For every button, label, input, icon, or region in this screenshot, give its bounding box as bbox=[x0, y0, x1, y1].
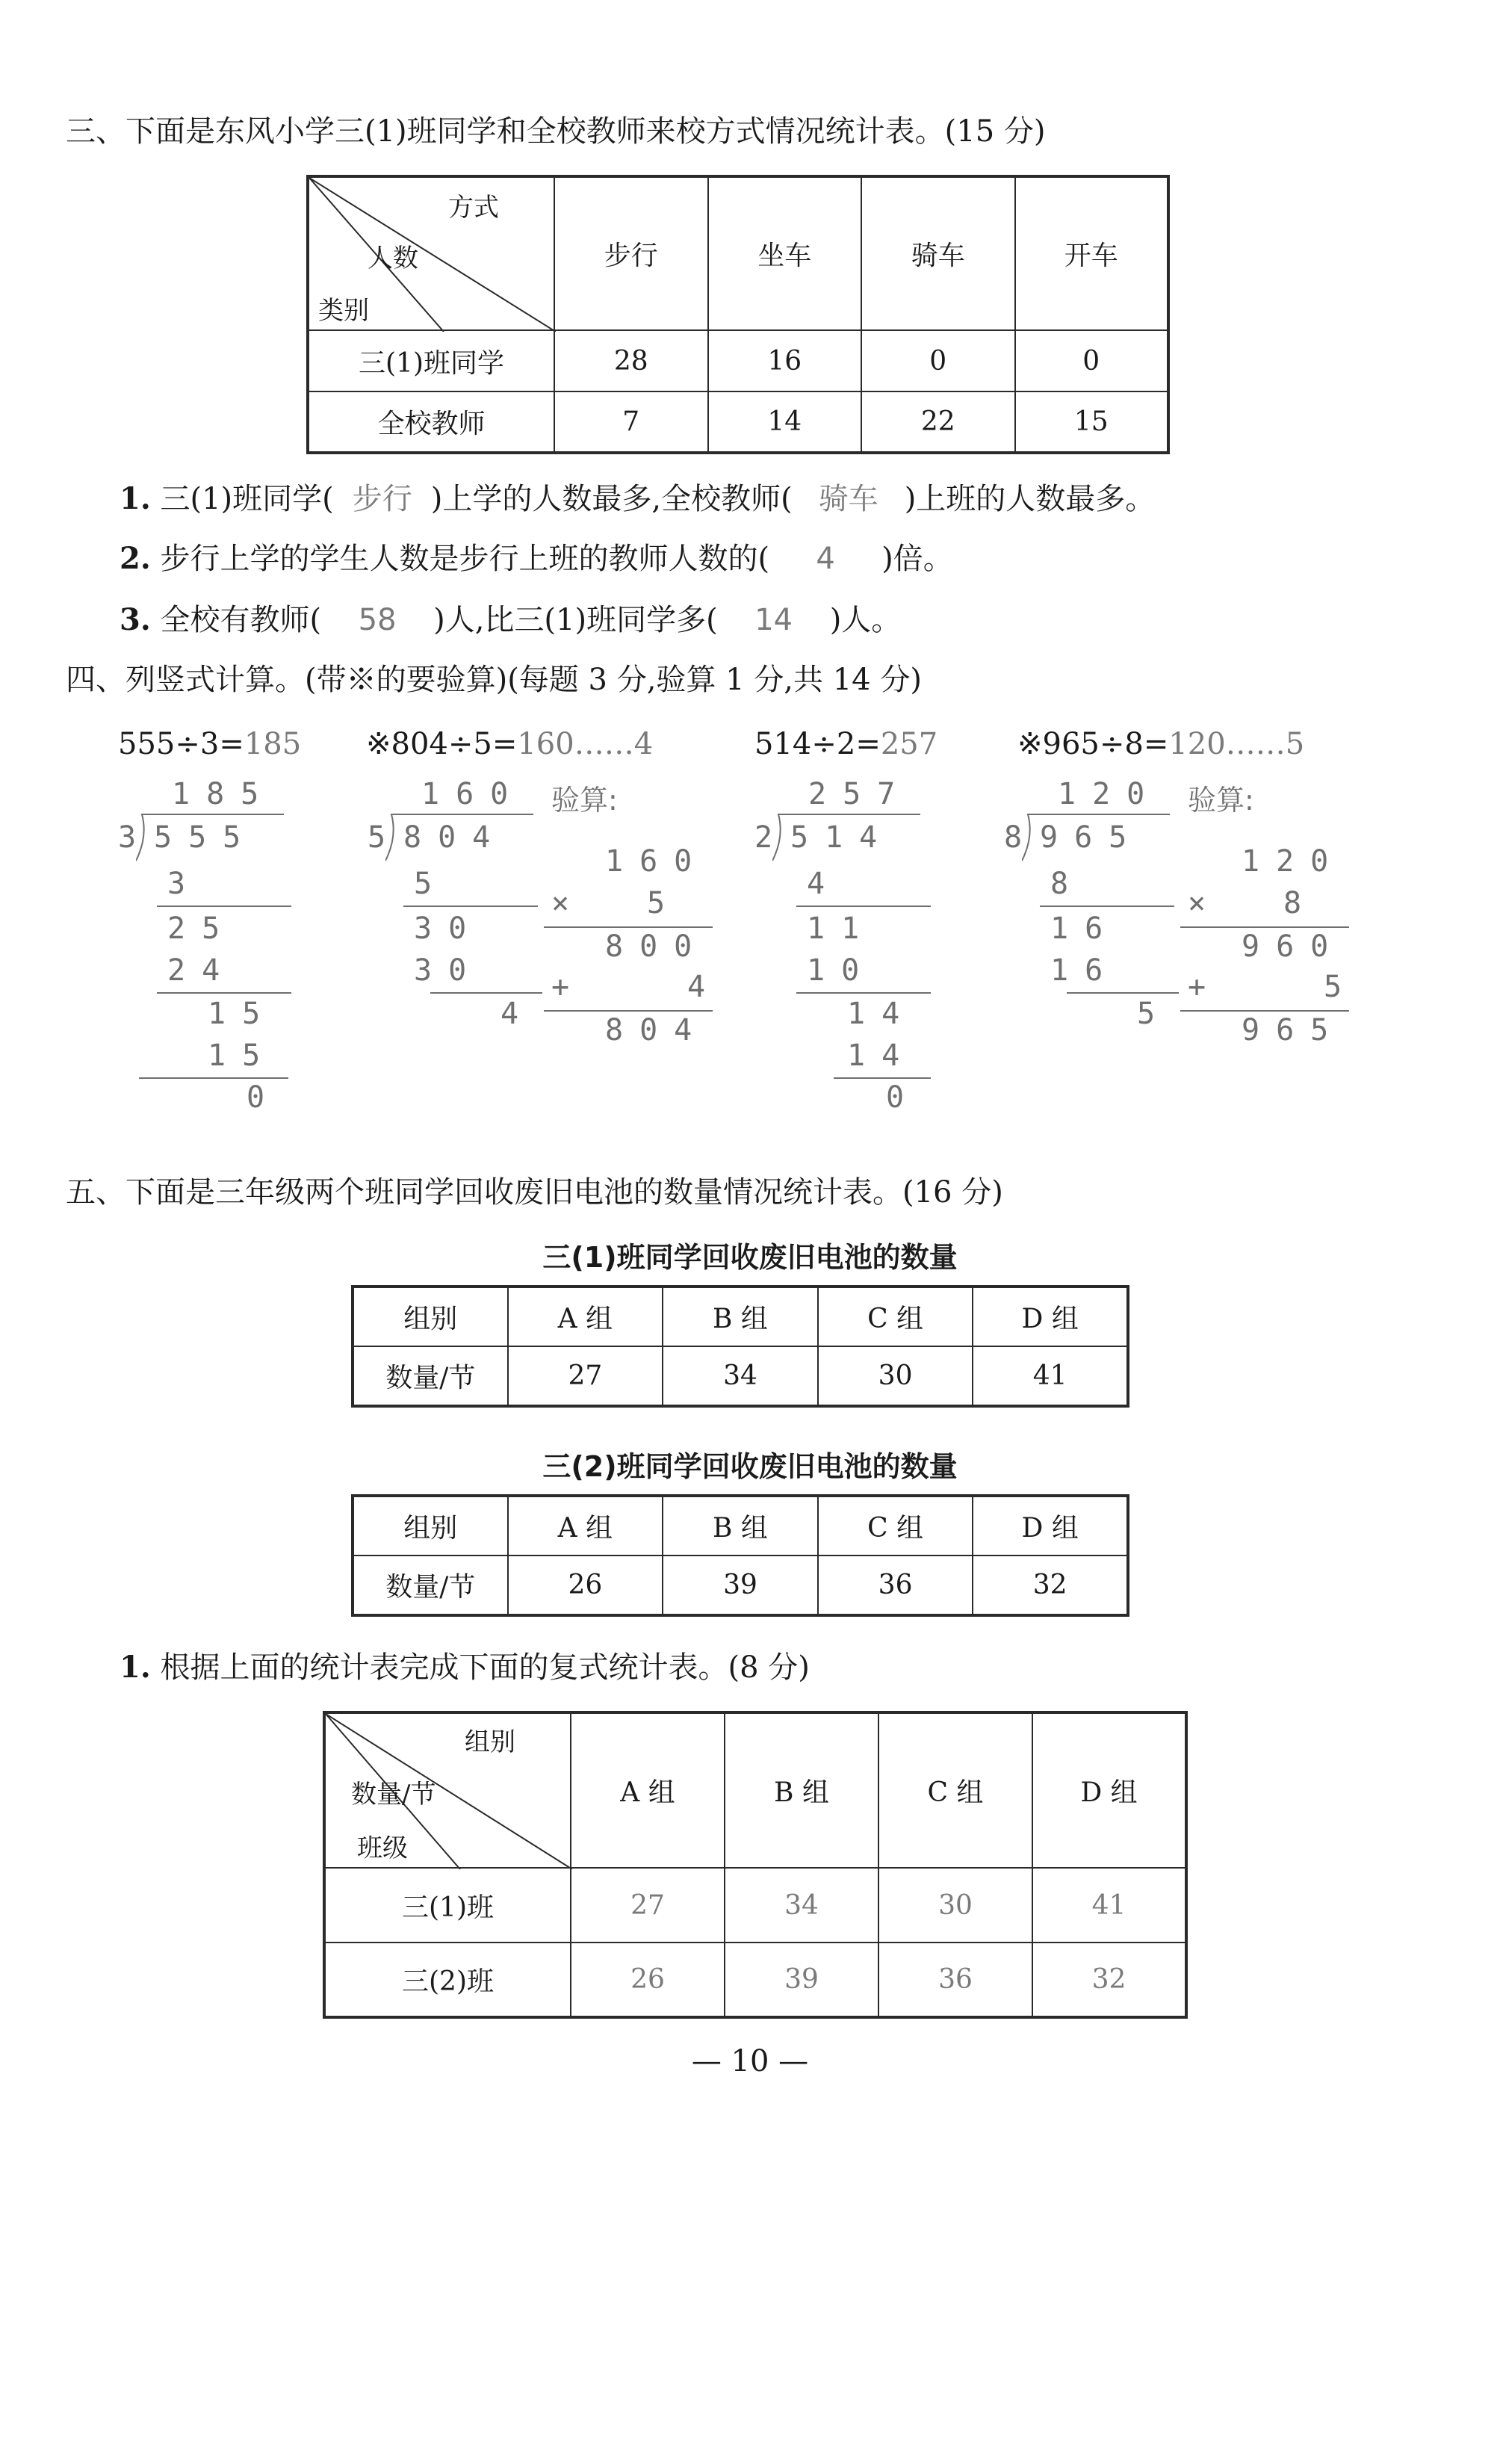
question-text: )人,比三(1)班同学多( bbox=[433, 603, 718, 637]
step-value[interactable]: 11 bbox=[807, 911, 876, 946]
section3-table bbox=[306, 175, 1170, 454]
question-text: )人。 bbox=[829, 603, 902, 637]
long-division-4 bbox=[1001, 777, 1360, 1061]
long-division-3 bbox=[751, 777, 946, 1128]
step-value[interactable]: 14 bbox=[847, 997, 917, 1031]
question-text: 根据上面的统计表完成下面的复式统计表。(8 分) bbox=[160, 1650, 810, 1685]
column-header: 骑车 bbox=[861, 176, 1015, 330]
section5-heading: 五、下面是三年级两个班同学回收废旧电池的数量情况统计表。(16 分) bbox=[66, 1175, 1003, 1210]
step-value[interactable]: 15 bbox=[208, 1038, 277, 1073]
answer-cell[interactable]: 32 bbox=[1032, 1943, 1186, 2017]
step-line bbox=[139, 1077, 288, 1079]
dividend: 555 bbox=[154, 820, 258, 855]
check-value[interactable]: 800 bbox=[605, 929, 709, 964]
table-row bbox=[308, 330, 1168, 391]
step-value[interactable]: 5 bbox=[414, 867, 449, 901]
quotient[interactable]: 185 bbox=[172, 777, 276, 811]
question-number: 3. bbox=[120, 602, 151, 637]
answer-blank[interactable]: 14 bbox=[754, 603, 793, 637]
problem-4 bbox=[1017, 726, 1304, 762]
step-line bbox=[1040, 906, 1174, 907]
answer-blank[interactable]: 骑车 bbox=[818, 482, 878, 516]
step-value[interactable]: 15 bbox=[208, 997, 277, 1031]
question-5-1 bbox=[120, 1650, 810, 1686]
question-text: 全校有教师( bbox=[160, 603, 322, 637]
table-cell: 22 bbox=[861, 391, 1015, 453]
step-value[interactable]: 5 bbox=[1137, 997, 1172, 1031]
table-cell: 15 bbox=[1015, 391, 1169, 453]
step-line bbox=[157, 992, 291, 994]
column-header: 开车 bbox=[1015, 176, 1169, 330]
step-value[interactable]: 25 bbox=[167, 911, 237, 946]
check-value[interactable]: 8 bbox=[1283, 886, 1318, 920]
table-cell: 34 bbox=[663, 1346, 818, 1406]
corner-mid-label: 数量/节 bbox=[351, 1780, 436, 1810]
question-number: 1. bbox=[120, 1650, 151, 1685]
problem-1 bbox=[118, 726, 301, 762]
section3-heading: 三、下面是东风小学三(1)班同学和全校教师来校方式情况统计表。(15 分) bbox=[66, 114, 1046, 149]
plus-sign: + bbox=[1188, 970, 1223, 1004]
step-line bbox=[1067, 992, 1179, 994]
check-line bbox=[544, 926, 713, 928]
step-value[interactable]: 0 bbox=[886, 1080, 921, 1115]
step-value[interactable]: 16 bbox=[1050, 911, 1120, 946]
answer-cell[interactable]: 34 bbox=[725, 1868, 878, 1943]
step-value[interactable]: 16 bbox=[1050, 953, 1120, 988]
column-header: B 组 bbox=[725, 1712, 878, 1868]
row-label: 三(1)班 bbox=[324, 1868, 571, 1943]
question-text: )倍。 bbox=[881, 542, 953, 576]
corner-mid-label: 人数 bbox=[368, 244, 418, 273]
column-header: A 组 bbox=[508, 1496, 663, 1556]
table-cell: 26 bbox=[508, 1556, 663, 1615]
step-value[interactable]: 4 bbox=[500, 997, 536, 1031]
check-value[interactable]: 5 bbox=[1324, 970, 1359, 1004]
corner-top-label: 方式 bbox=[448, 193, 499, 223]
question-text: )上学的人数最多,全校教师( bbox=[430, 482, 793, 516]
column-header: 步行 bbox=[554, 176, 708, 330]
question-3-3 bbox=[120, 602, 901, 638]
answer-cell[interactable]: 36 bbox=[878, 1943, 1032, 2017]
row-label: 三(1)班同学 bbox=[308, 330, 554, 391]
step-line bbox=[403, 906, 538, 907]
problem-expression: ※965÷8= bbox=[1017, 727, 1169, 761]
multiply-sign: × bbox=[1188, 886, 1223, 920]
step-value[interactable]: 10 bbox=[807, 953, 876, 988]
section5-table3 bbox=[323, 1711, 1188, 2019]
quotient[interactable]: 160 bbox=[421, 777, 525, 811]
answer-cell[interactable]: 39 bbox=[725, 1943, 878, 2017]
question-number: 1. bbox=[120, 481, 151, 516]
dividend: 804 bbox=[403, 820, 507, 855]
problem-3 bbox=[754, 726, 938, 762]
step-line bbox=[157, 906, 291, 907]
check-value[interactable]: 960 bbox=[1242, 929, 1345, 964]
question-3-1 bbox=[120, 481, 1155, 517]
section5-table2 bbox=[351, 1494, 1129, 1617]
step-value[interactable]: 8 bbox=[1050, 867, 1085, 901]
table-row bbox=[353, 1346, 1128, 1406]
question-text: 步行上学的学生人数是步行上班的教师人数的( bbox=[160, 542, 770, 576]
quotient[interactable]: 120 bbox=[1058, 777, 1162, 811]
divisor: 3 bbox=[118, 820, 153, 855]
table-row bbox=[324, 1943, 1186, 2017]
answer-cell[interactable]: 26 bbox=[571, 1943, 725, 2017]
problem-answer[interactable]: 185 bbox=[244, 727, 302, 761]
check-value[interactable]: 804 bbox=[605, 1013, 709, 1047]
table-cell: 0 bbox=[1015, 330, 1169, 391]
step-line bbox=[796, 906, 931, 907]
section4-heading: 四、列竖式计算。(带※的要验算)(每题 3 分,验算 1 分,共 14 分) bbox=[66, 663, 922, 697]
question-text: )上班的人数最多。 bbox=[904, 482, 1156, 516]
table-cell: 36 bbox=[818, 1556, 973, 1615]
row-label: 数量/节 bbox=[353, 1556, 508, 1615]
check-value[interactable]: 965 bbox=[1242, 1013, 1345, 1047]
table-corner-header bbox=[324, 1712, 571, 1868]
column-header: 组别 bbox=[353, 1496, 508, 1556]
answer-blank[interactable]: 4 bbox=[816, 542, 835, 576]
divisor: 2 bbox=[754, 820, 790, 855]
long-division-2 bbox=[365, 777, 723, 1061]
table-row bbox=[324, 1868, 1186, 1943]
step-value[interactable]: 30 bbox=[414, 953, 483, 988]
check-value[interactable]: 4 bbox=[687, 970, 722, 1004]
column-header: 组别 bbox=[353, 1287, 508, 1346]
question-text: 三(1)班同学( bbox=[160, 482, 334, 516]
question-3-2 bbox=[120, 541, 953, 577]
column-header: D 组 bbox=[973, 1496, 1128, 1556]
step-value[interactable]: 14 bbox=[847, 1038, 917, 1073]
table2-caption: 三(2)班同学回收废旧电池的数量 bbox=[542, 1450, 958, 1483]
corner-bottom-label: 类别 bbox=[318, 296, 369, 326]
step-line bbox=[834, 1077, 931, 1079]
table-corner-header bbox=[308, 176, 554, 330]
plus-sign: + bbox=[551, 970, 586, 1004]
column-header: D 组 bbox=[973, 1287, 1128, 1346]
table-cell: 32 bbox=[973, 1556, 1128, 1615]
column-header: C 组 bbox=[818, 1287, 973, 1346]
table-cell: 39 bbox=[663, 1556, 818, 1615]
problem-answer[interactable]: 257 bbox=[880, 727, 938, 761]
problem-answer[interactable]: 120……5 bbox=[1168, 727, 1305, 761]
column-header: B 组 bbox=[663, 1287, 818, 1346]
check-value[interactable]: 120 bbox=[1242, 844, 1345, 879]
row-label: 三(2)班 bbox=[324, 1943, 571, 2017]
column-header: A 组 bbox=[571, 1712, 725, 1868]
table-cell: 16 bbox=[708, 330, 862, 391]
column-header: B 组 bbox=[663, 1496, 818, 1556]
section5-table1 bbox=[351, 1285, 1129, 1408]
problem-2 bbox=[366, 726, 653, 762]
divisor: 5 bbox=[368, 820, 403, 855]
long-division-1 bbox=[112, 777, 306, 1128]
check-value[interactable]: 5 bbox=[647, 886, 682, 920]
table-row bbox=[308, 391, 1168, 453]
problem-expression: 514÷2= bbox=[754, 727, 881, 761]
table-cell: 27 bbox=[508, 1346, 663, 1406]
quotient[interactable]: 257 bbox=[808, 777, 912, 811]
step-value[interactable]: 24 bbox=[167, 953, 237, 988]
divisor: 8 bbox=[1004, 820, 1039, 855]
column-header: C 组 bbox=[818, 1496, 973, 1556]
answer-cell[interactable]: 27 bbox=[571, 1868, 725, 1943]
column-header: A 组 bbox=[508, 1287, 663, 1346]
dividend: 965 bbox=[1040, 820, 1144, 855]
table-cell: 14 bbox=[708, 391, 862, 453]
table1-caption: 三(1)班同学回收废旧电池的数量 bbox=[542, 1241, 958, 1274]
answer-blank[interactable]: 58 bbox=[358, 603, 397, 637]
step-value[interactable]: 0 bbox=[247, 1080, 282, 1115]
column-header: C 组 bbox=[878, 1712, 1032, 1868]
table-cell: 41 bbox=[973, 1346, 1128, 1406]
corner-bottom-label: 班级 bbox=[357, 1833, 408, 1863]
step-value[interactable]: 30 bbox=[414, 911, 483, 946]
problem-expression: 555÷3= bbox=[118, 727, 244, 761]
problem-expression: ※804÷5= bbox=[366, 727, 518, 761]
dividend: 514 bbox=[790, 820, 894, 855]
step-line bbox=[430, 992, 542, 994]
check-line bbox=[544, 1010, 713, 1012]
answer-cell[interactable]: 41 bbox=[1032, 1868, 1186, 1943]
row-label: 数量/节 bbox=[353, 1346, 508, 1406]
table-cell: 7 bbox=[554, 391, 708, 453]
corner-top-label: 组别 bbox=[465, 1727, 515, 1757]
column-header: 坐车 bbox=[708, 176, 862, 330]
row-label: 全校教师 bbox=[308, 391, 554, 453]
check-value[interactable]: 160 bbox=[605, 844, 709, 879]
column-header: D 组 bbox=[1032, 1712, 1186, 1868]
page-number: — 10 — bbox=[691, 2044, 809, 2078]
step-value[interactable]: 4 bbox=[807, 867, 842, 901]
check-line bbox=[1180, 1010, 1349, 1012]
check-line bbox=[1180, 926, 1349, 928]
table-row bbox=[353, 1556, 1128, 1615]
multiply-sign: × bbox=[551, 886, 586, 920]
step-line bbox=[796, 992, 931, 994]
check-label: 验算: bbox=[1188, 784, 1254, 817]
answer-blank[interactable]: 步行 bbox=[352, 482, 412, 516]
table-cell: 28 bbox=[554, 330, 708, 391]
question-number: 2. bbox=[120, 541, 151, 576]
answer-cell[interactable]: 30 bbox=[878, 1868, 1032, 1943]
table-cell: 30 bbox=[818, 1346, 973, 1406]
step-value[interactable]: 3 bbox=[167, 867, 202, 901]
problem-answer[interactable]: 160……4 bbox=[517, 727, 654, 761]
table-cell: 0 bbox=[861, 330, 1015, 391]
check-label: 验算: bbox=[551, 784, 618, 817]
